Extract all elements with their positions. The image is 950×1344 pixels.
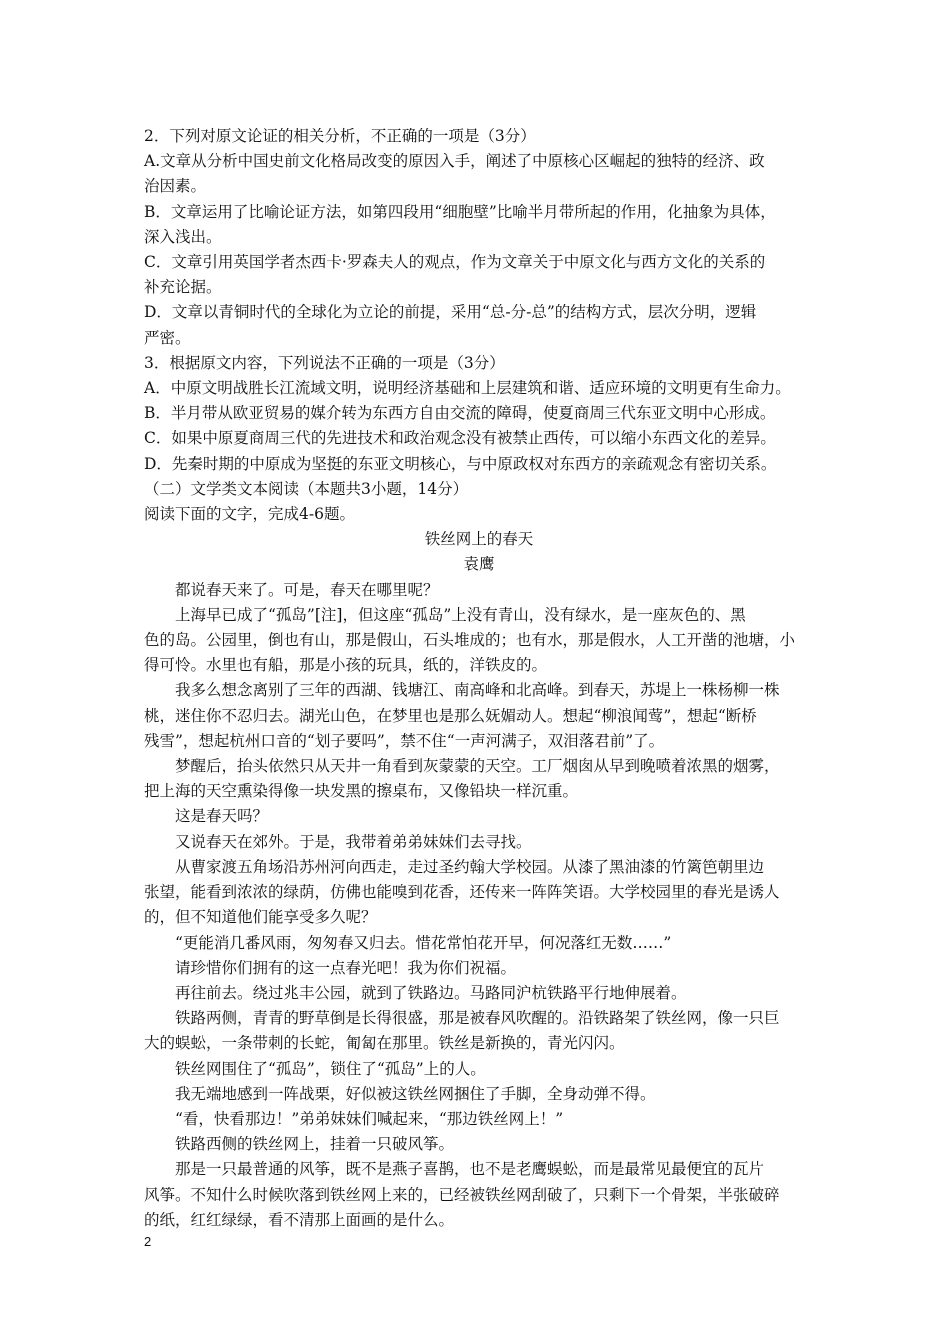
option-c: C．文章引用英国学者杰西卡·罗森夫人的观点，作为文章关于中原文化与西方文化的关系的: [144, 253, 766, 272]
article-paragraph: [144, 603, 814, 679]
paragraph-line: 梦醒后，抬头依然只从天井一角看到灰蒙蒙的天空。工厂烟囱从早到晚喷着浓黑的烟雾，: [175, 757, 780, 776]
option-b: B．半月带从欧亚贸易的媒介转为东西方自由交流的障碍，使夏商周三代东亚文明中心形成。: [144, 404, 776, 423]
paragraph-line: 张望，能看到浓浓的绿荫，仿佛也能嗅到花香，还传来一阵阵笑语。大学校园里的春光是诱人: [144, 883, 780, 902]
paragraph-line: 风筝。不知什么时候吹落到铁丝网上来的，已经被铁丝网刮破了，只剩下一个骨架，半张破碎: [144, 1185, 780, 1204]
article-paragraph: [144, 678, 814, 754]
article-paragraph: [144, 830, 814, 855]
option-c: C．如果中原夏商周三代的先进技术和政治观念没有被禁止西传，可以缩小东西文化的差异。: [144, 429, 776, 448]
article-paragraph: [144, 1082, 814, 1107]
paragraph-line: 从曹家渡五角场沿苏州河向西走，走过圣约翰大学校园。从漆了黑油漆的竹篱笆朝里边: [175, 857, 765, 876]
paragraph-line: 铁路西侧的铁丝网上，挂着一只破风筝。: [175, 1135, 455, 1154]
question-2: [144, 124, 814, 351]
paragraph-line: 色的岛。公园里，倒也有山，那是假山，石头堆成的；也有水，那是假水，人工开凿的池塘，小: [144, 631, 796, 650]
article-paragraph: [144, 1157, 814, 1233]
article-paragraph: [144, 981, 814, 1006]
article-paragraph: [144, 855, 814, 931]
article-author: 袁鹰: [463, 555, 495, 574]
article-paragraph: [144, 578, 814, 603]
option-d: D．先秦时期的中原成为坚挺的东亚文明核心，与中原政权对东西方的亲疏观念有密切关系。: [144, 454, 777, 473]
option-b: B．文章运用了比喻论证方法，如第四段用“细胞壁”比喻半月带所起的作用，化抽象为具体，: [144, 202, 776, 221]
section-heading: （二）文学类文本阅读（本题共3小题，14分）: [144, 479, 469, 498]
paragraph-line: 那是一只最普通的风筝，既不是燕子喜鹊，也不是老鹰蜈蚣，而是最常见最便宜的瓦片: [175, 1160, 765, 1179]
paragraph-line: 得可怜。水里也有船，那是小孩的玩具，纸的，洋铁皮的。: [144, 656, 548, 675]
paragraph-line: 的纸，红红绿绿，看不清那上面画的是什么。: [144, 1210, 455, 1229]
page-content: [144, 124, 814, 1233]
article-paragraph: [144, 931, 814, 956]
paragraph-line: 桃，迷住你不忍归去。湖光山色，在梦里也是那么妩媚动人。想起“柳浪闻莺”，想起“断桥: [144, 706, 757, 725]
paragraph-line: 都说春天来了。可是，春天在哪里呢？: [175, 580, 439, 599]
paragraph-line: 的，但不知道他们能享受多久呢？: [144, 908, 377, 927]
paragraph-line: 这是春天吗？: [175, 807, 269, 826]
article-paragraph: [144, 1132, 814, 1157]
paragraph-line: 请珍惜你们拥有的这一点春光吧！我为你们祝福。: [175, 958, 517, 977]
paragraph-line: 把上海的天空熏染得像一块发黑的擦桌布，又像铅块一样沉重。: [144, 782, 579, 801]
article-paragraph: [144, 804, 814, 829]
question-stem: 2．下列对原文论证的相关分析，不正确的一项是（3分）: [144, 127, 536, 145]
article-body: [144, 578, 814, 1233]
article-paragraph: [144, 1006, 814, 1056]
paragraph-line: “更能消几番风雨，匆匆春又归去。惜花常怕花开早，何况落红无数……”: [175, 933, 672, 952]
question-3: [144, 351, 814, 477]
option-a: A.文章从分析中国史前文化格局改变的原因入手，阐述了中原核心区崛起的独特的经济、政: [144, 152, 765, 171]
section-instruction: 阅读下面的文字，完成4-6题。: [144, 505, 355, 524]
paragraph-line: 我无端地感到一阵战栗，好似被这铁丝网捆住了手脚，全身动弹不得。: [175, 1084, 656, 1103]
paragraph-line: 我多么想念离别了三年的西湖、钱塘江、南高峰和北高峰。到春天，苏堤上一株杨柳一株: [175, 681, 780, 700]
page-number: 2: [144, 1234, 152, 1249]
option-d-continued: 严密。: [144, 328, 191, 347]
option-d: D．文章以青铜时代的全球化为立论的前提，采用“总-分-总”的结构方式，层次分明，逻辑: [144, 303, 757, 322]
paragraph-line: 上海早已成了“孤岛”[注]，但这座“孤岛”上没有青山，没有绿水，是一座灰色的、黑: [175, 605, 746, 624]
article-paragraph: [144, 754, 814, 804]
paragraph-line: 再往前去。绕过兆丰公园，就到了铁路边。马路同沪杭铁路平行地伸展着。: [175, 983, 687, 1002]
question-stem: 3．根据原文内容，下列说法不正确的一项是（3分）: [144, 353, 505, 372]
article-paragraph: [144, 1057, 814, 1082]
paragraph-line: “看，快看那边！”弟弟妹妹们喊起来，“那边铁丝网上！”: [175, 1109, 564, 1128]
paragraph-line: 残雪”，想起杭州口音的“划子要吗”，禁不住“一声河满子，双泪落君前”了。: [144, 731, 665, 750]
paragraph-line: 大的蜈蚣，一条带刺的长蛇，匍匐在那里。铁丝是新换的，青光闪闪。: [144, 1034, 625, 1053]
paragraph-line: 铁路两侧，青青的野草倒是长得很盛，那是被春风吹醒的。沿铁路架了铁丝网，像一只巨: [175, 1009, 780, 1028]
article-paragraph: [144, 1107, 814, 1132]
option-b-continued: 深入浅出。: [144, 227, 222, 246]
option-a: A．中原文明战胜长江流域文明，说明经济基础和上层建筑和谐、适应环境的文明更有生命力。: [144, 379, 791, 398]
article-title: 铁丝网上的春天: [424, 530, 534, 549]
paragraph-line: 铁丝网围住了“孤岛”，锁住了“孤岛”上的人。: [175, 1059, 486, 1078]
option-c-continued: 补充论据。: [144, 278, 222, 297]
paragraph-line: 又说春天在郊外。于是，我带着弟弟妹妹们去寻找。: [175, 832, 532, 851]
option-a-continued: 治因素。: [144, 177, 207, 196]
article-paragraph: [144, 956, 814, 981]
